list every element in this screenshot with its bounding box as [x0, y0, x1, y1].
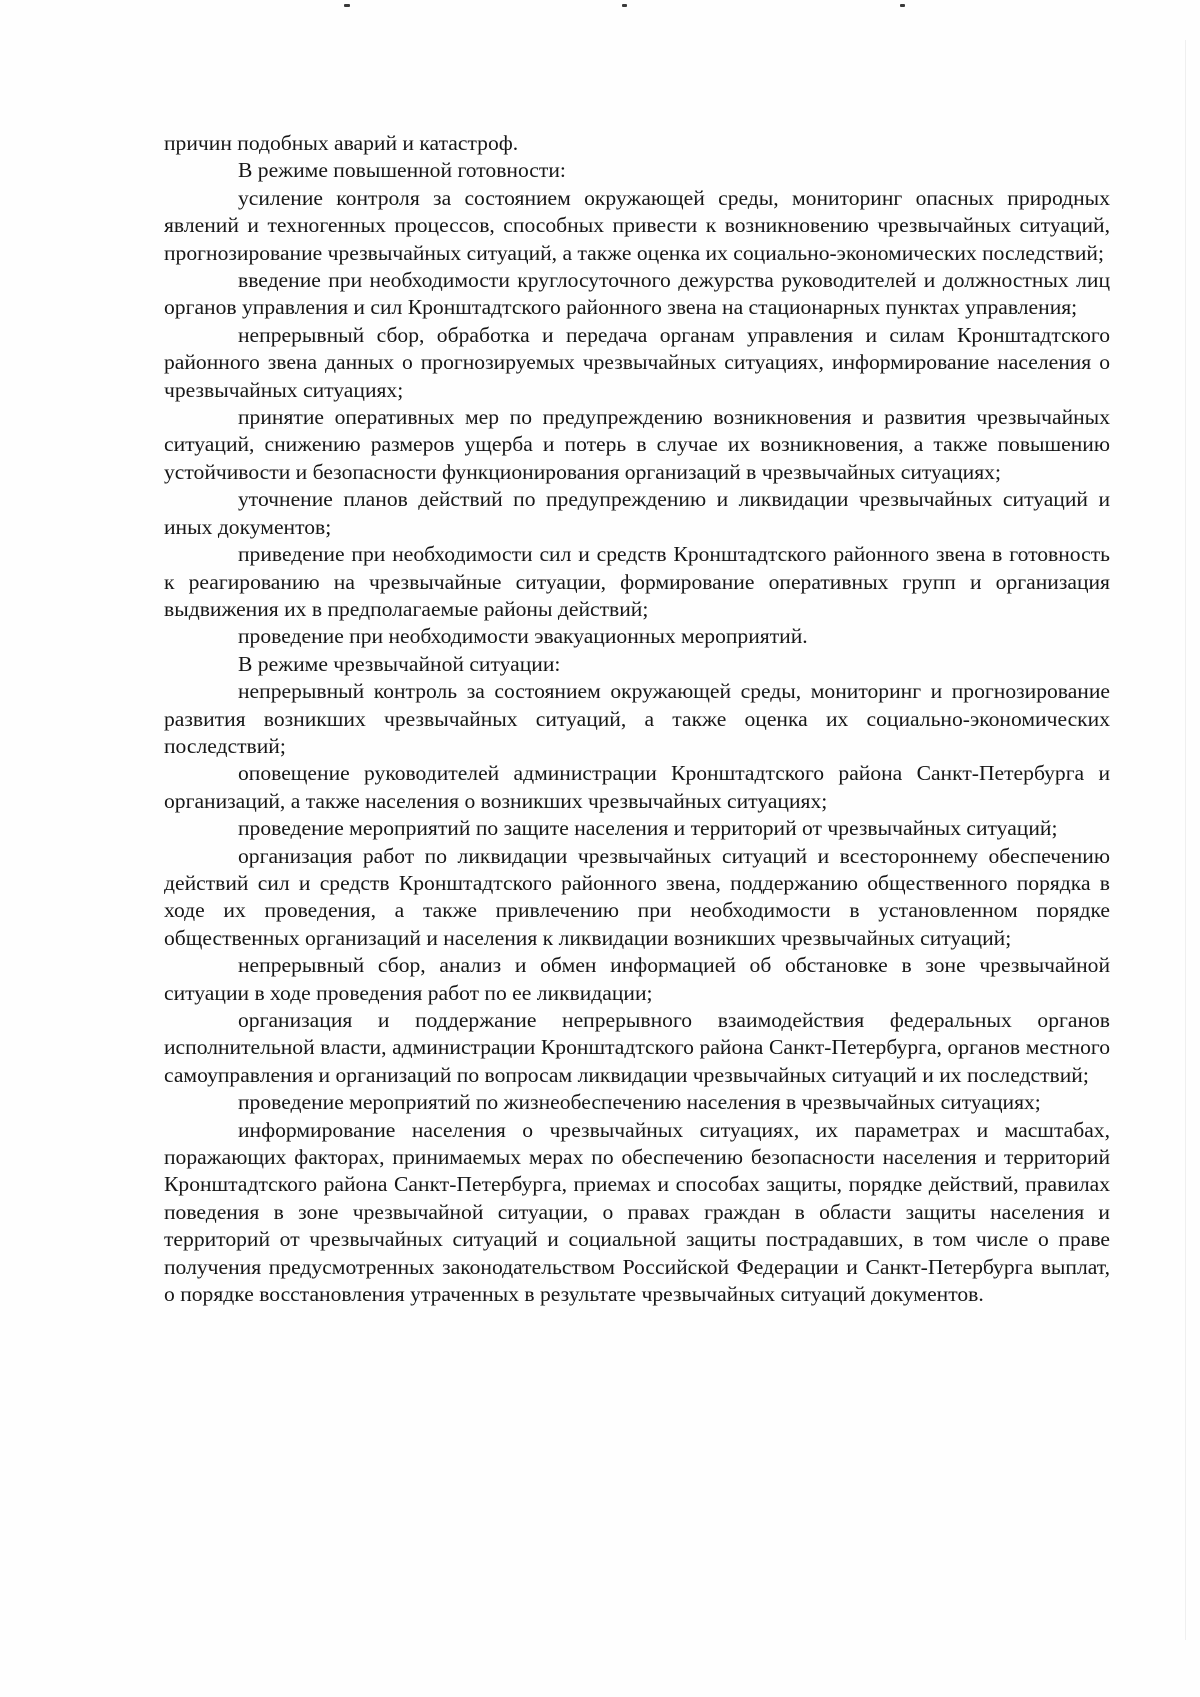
scan-artifact-mark	[344, 4, 350, 7]
paragraph-list-item: организация работ по ликвидации чрезвычайных ситуаций и всестороннему обеспечению действий сил и средств Кронштадтского районного звена, поддержанию общественного порядка в ходе их проведения, а также привлечению при необходимости в установленном порядке общественных организаций и населения к ликвидации возникших чрезвычайных ситуаций;	[164, 843, 1110, 950]
paragraph-list-item: непрерывный контроль за состоянием окружающей среды, мониторинг и прогнозирование развития возникших чрезвычайных ситуаций, а также оценка их социально-экономических последствий;	[164, 679, 1110, 758]
paragraph-list-item: введение при необходимости круглосуточного дежурства руководителей и должностных лиц органов управления и сил Кронштадтского районного звена на стационарных пунктах управления;	[164, 268, 1110, 320]
paragraph-list-item: уточнение планов действий по предупреждению и ликвидации чрезвычайных ситуаций и иных документов;	[164, 487, 1110, 539]
paragraph-list-item: организация и поддержание непрерывного взаимодействия федеральных органов исполнительной власти, администрации Кронштадтского района Санкт-Петербурга, органов местного самоуправления и организаций по вопросам ликвидации чрезвычайных ситуаций и их последствий;	[164, 1008, 1110, 1087]
paragraph-list-item: непрерывный сбор, анализ и обмен информацией об обстановке в зоне чрезвычайной ситуации в ходе проведения работ по ее ликвидации;	[164, 953, 1110, 1005]
paragraph-list-item: информирование населения о чрезвычайных ситуациях, их параметрах и масштабах, поражающих факторах, принимаемых мерах по обеспечению безопасности населения и территорий Кронштадтского района Санкт-Петербурга, приемах и способах защиты, порядке действий, правилах поведения в зоне чрезвычайной ситуации, о правах граждан в области защиты населения и территорий от чрезвычайных ситуаций и социальной защиты пострадавших, в том числе о праве получения предусмотренных законодательством Российской Федерации и Санкт-Петербурга выплат, о порядке восстановления утраченных в результате чрезвычайных ситуаций документов.	[164, 1117, 1110, 1307]
document-body	[164, 130, 1110, 1308]
paragraph-list-item: оповещение руководителей администрации Кронштадтского района Санкт-Петербурга и организаций, а также населения о возникших чрезвычайных ситуациях;	[164, 761, 1110, 813]
paragraph-list-item: непрерывный сбор, обработка и передача органам управления и силам Кронштадтского районного звена данных о прогнозируемых чрезвычайных ситуациях, информирование населения о чрезвычайных ситуациях;	[164, 322, 1110, 402]
paragraph-mode-heading: В режиме чрезвычайной ситуации:	[238, 651, 561, 676]
paragraph-continuation: причин подобных аварий и катастроф.	[164, 131, 519, 155]
paragraph-list-item: проведение мероприятий по жизнеобеспечению населения в чрезвычайных ситуациях;	[238, 1090, 1041, 1115]
paragraph-list-item: приведение при необходимости сил и средств Кронштадтского районного звена в готовность к реагированию на чрезвычайные ситуации, формирование оперативных групп и организация выдвижения их в предполагаемые районы действий;	[164, 542, 1110, 621]
paragraph-list-item: проведение мероприятий по защите населения и территорий от чрезвычайных ситуаций;	[238, 816, 1058, 841]
paragraph-list-item: проведение при необходимости эвакуационных мероприятий.	[238, 624, 808, 649]
scan-artifact-mark	[622, 4, 627, 7]
page-edge-line	[1185, 40, 1186, 1640]
scan-artifact-mark	[900, 4, 905, 7]
paragraph-list-item: принятие оперативных мер по предупреждению возникновения и развития чрезвычайных ситуаций, снижению размеров ущерба и потерь в случае их возникновения, а также повышению устойчивости и безопасности функционирования организаций в чрезвычайных ситуациях;	[164, 405, 1110, 484]
paragraph-mode-heading: В режиме повышенной готовности:	[238, 158, 566, 183]
paragraph-list-item: усиление контроля за состоянием окружающей среды, мониторинг опасных природных явлений и техногенных процессов, способных привести к возникновению чрезвычайных ситуаций, прогнозирование чрезвычайных ситуаций, а также оценка их социально-экономических последствий;	[164, 185, 1110, 265]
